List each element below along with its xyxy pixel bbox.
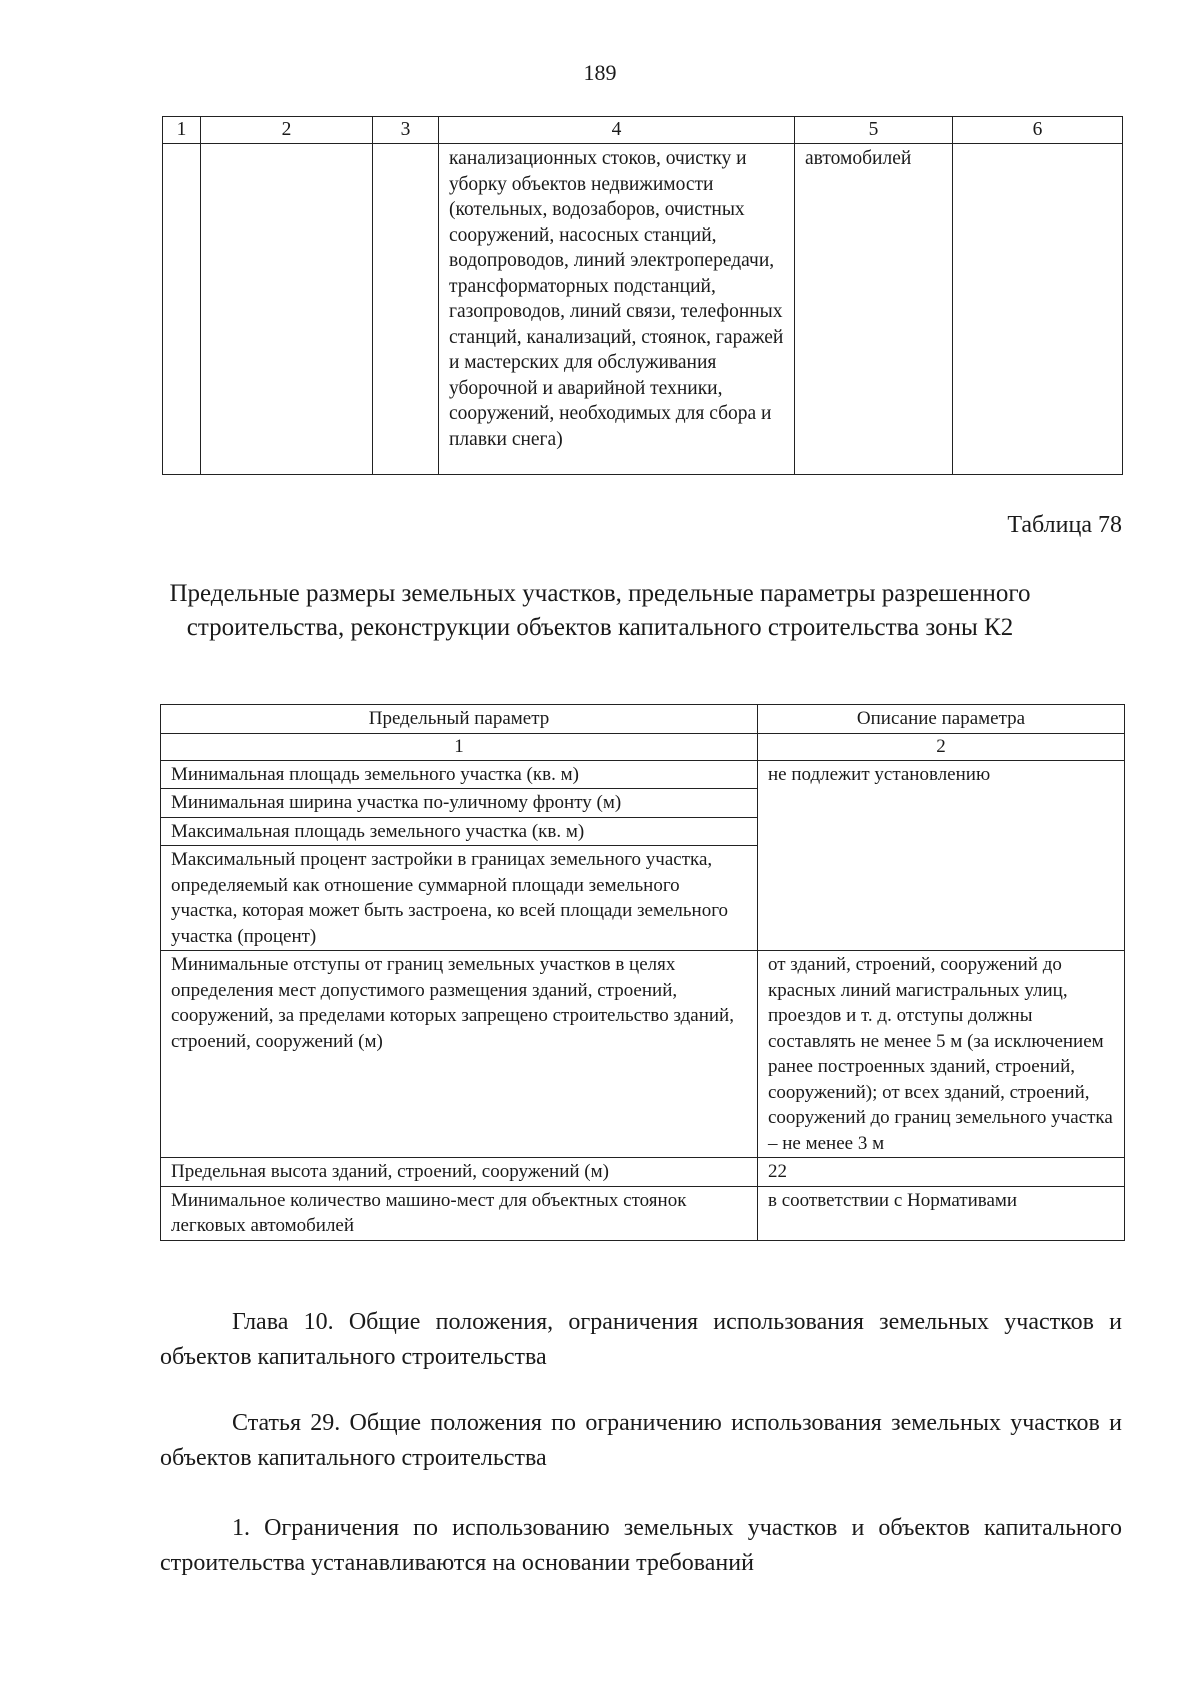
table-header-row <box>161 705 1125 734</box>
column-number-row <box>161 733 1125 760</box>
table-cell: канализационных стоков, очистку и уборку объектов недвижимости (котельных, водозаборов, очистных сооружений, насосных станций, водопроводов, линий электропередачи, трансформаторных подстанций, газопроводов, линий связи, телефонных станций, канализаций, стоянок, гаражей и мастерских для обслуживания уборочной и аварийной техники, сооружений, необходимых для сбора и плавки снега) <box>439 144 795 475</box>
column-number: 2 <box>201 117 373 144</box>
param-cell: Минимальные отступы от границ земельных участков в целях определения мест допустимого размещения зданий, строений, сооружений, за пределами которых запрещено строительство зданий, строений, сооружений (м) <box>161 951 758 1158</box>
chapter-heading: Глава 10. Общие положения, ограничения использования земельных участков и объектов капитального строительства <box>160 1309 1122 1370</box>
desc-cell: от зданий, строений, сооружений до красных линий магистральных улиц, проездов и т. д. отступы должны составлять не менее 5 м (за исключением ранее построенных зданий, строений, сооружений); от всех зданий, строений, сооружений до границ земельного участка – не менее 3 м <box>758 951 1125 1158</box>
table-continuation <box>162 116 1123 475</box>
param-cell: Минимальное количество машино-мест для объектных стоянок легковых автомобилей <box>161 1186 758 1240</box>
param-cell: Минимальная ширина участка по-уличному фронту (м) <box>161 789 758 818</box>
table-caption: Таблица 78 <box>1007 512 1122 538</box>
desc-cell: в соответствии с Нормативами <box>758 1186 1125 1240</box>
column-number: 1 <box>163 117 201 144</box>
param-cell: Максимальная площадь земельного участка (кв. м) <box>161 817 758 846</box>
desc-cell: 22 <box>758 1158 1125 1187</box>
column-number: 3 <box>373 117 439 144</box>
table-row <box>161 1158 1125 1187</box>
param-cell: Максимальный процент застройки в границах земельного участка, определяемый как отношение суммарной площади земельного участка, которая может быть застроена, ко всей площади земельного участка (процент) <box>161 846 758 951</box>
table-row <box>161 951 1125 1158</box>
table-title: Предельные размеры земельных участков, предельные параметры разрешенного строительства, реконструкции объектов капитального строительства зоны К2 <box>169 580 1031 641</box>
column-number: 6 <box>953 117 1123 144</box>
column-number: 4 <box>439 117 795 144</box>
column-number: 2 <box>758 733 1125 760</box>
article-heading: Статья 29. Общие положения по ограничению использования земельных участков и объектов капитального строительства <box>160 1410 1122 1471</box>
desc-cell: не подлежит установлению <box>758 760 1125 951</box>
column-number: 1 <box>161 733 758 760</box>
table-cell <box>201 144 373 475</box>
param-cell: Предельная высота зданий, строений, сооружений (м) <box>161 1158 758 1187</box>
param-cell: Минимальная площадь земельного участка (кв. м) <box>161 760 758 789</box>
page-number: 189 <box>583 60 617 85</box>
table-header-row <box>163 117 1123 144</box>
table-row <box>161 1186 1125 1240</box>
table-row <box>161 760 1125 789</box>
table-row <box>163 144 1123 475</box>
table-cell <box>373 144 439 475</box>
column-header: Предельный параметр <box>161 705 758 734</box>
table-cell: автомобилей <box>795 144 953 475</box>
column-number: 5 <box>795 117 953 144</box>
table-cell <box>953 144 1123 475</box>
column-header: Описание параметра <box>758 705 1125 734</box>
table-parameters <box>160 704 1125 1241</box>
paragraph: 1. Ограничения по использованию земельных участков и объектов капитального строительства устанавливаются на основании требований <box>160 1515 1122 1576</box>
table-cell <box>163 144 201 475</box>
